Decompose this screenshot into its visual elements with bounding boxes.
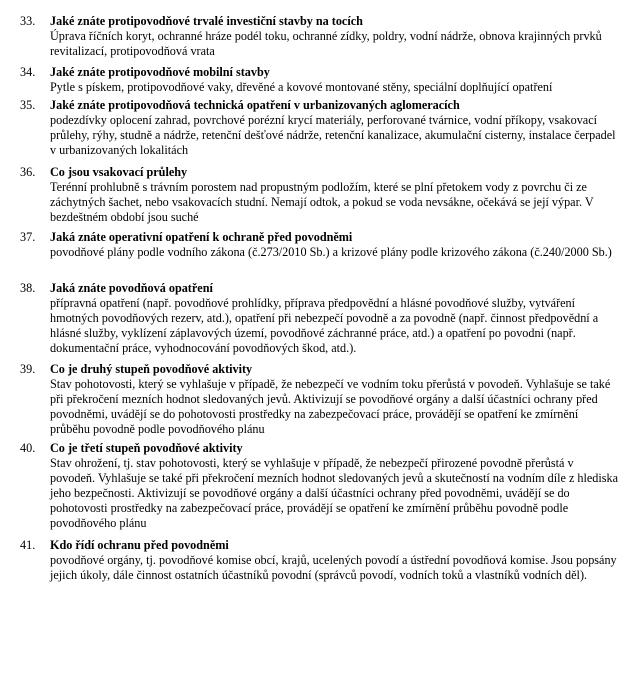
question-number: 37. [20, 230, 36, 244]
question-item-35 [20, 98, 620, 158]
answer-text: Terénní prohlubně s trávním porostem nad propustným podložím, které se plní přetokem vody z povrchu či ze záchytných šachet, nebo vsakovacích studní. Nemají odtok, a pokud se voda nevsákne, očekává se její výpar. V bezdeštném období jsou suché [50, 180, 594, 224]
question-item-41 [20, 538, 620, 583]
question-text: Co je třetí stupeň povodňové aktivity [50, 441, 243, 455]
question-number: 34. [20, 65, 36, 79]
answer-text: Stav pohotovosti, který se vyhlašuje v případě, že nebezpečí ve vodním toku přerůstá v povodeň. Vyhlašuje se také při překročení mezních hodnot sledovaných jevů. Aktivizují se povodňové orgány a další účastníci ochrany před povodněmi, uvádějí se do pohotovosti prostředky na zabezpečovací práce, provádějí se opatření ke zmírnění průběhu povodně podle povodňového plánu [50, 377, 611, 436]
answer-text: povodňové plány podle vodního zákona (č.273/2010 Sb.) a krizové plány podle krizového zákona (č.240/2000 Sb.) [50, 245, 612, 259]
question-number: 36. [20, 165, 36, 179]
question-number: 38. [20, 281, 36, 295]
answer-text: Stav ohrožení, tj. stav pohotovosti, který se vyhlašuje v případě, že nebezpečí přirozené povodně přerůstá v povodeň. Vyhlašuje se také při překročení mezních hodnot sledovaných jevů a skutečností na vodním díle z hlediska jeho bezpečnosti. Aktivizují se povodňové orgány a další účastníci ochrany před povodněmi, uvádějí se do pohotovosti prostředky na zabezpečovací práce, provádějí se opatření ke zmírnění průběhu povodně podle povodňového plánu [50, 456, 619, 530]
question-text: Co jsou vsakovací průlehy [50, 165, 188, 179]
question-number: 40. [20, 441, 36, 455]
question-item-33 [20, 14, 620, 59]
answer-text: přípravná opatření (např. povodňové prohlídky, příprava předpovědní a hlásné povodňové služby, vytváření hmotných povodňových rezerv, atd.), opatření při nebezpečí povodně a za povodně (např. činnost předpovědní a hlásné služby, vyklízení záplavových území, povodňové záchranné práce, atd.) a opatření po povodni (např. dokumentační práce, vyhodnocování povodňových škod, atd.). [50, 296, 599, 355]
answer-text: Úprava říčních koryt, ochranné hráze podél toku, ochranné zídky, poldry, vodní nádrže, obnova krajinných prvků revitalizací, protipovodňová vrata [50, 29, 602, 58]
question-number: 39. [20, 362, 36, 376]
question-text: Co je druhý stupeň povodňové aktivity [50, 362, 253, 376]
answer-text: povodňové orgány, tj. povodňové komise obcí, krajů, ucelených povodí a ústřední povodňová komise. Jsou popsány jejich úkoly, dále činnost ostatních účastníků povodní (správců povodí, vodních toků a vlastníků vodních děl). [50, 553, 617, 582]
answer-text: Pytle s pískem, protipovodňové vaky, dřevěné a kovové montované stěny, speciální doplňující opatření [50, 80, 553, 94]
question-text: Jaká znáte operativní opatření k ochraně před povodněmi [50, 230, 353, 244]
question-text: Kdo řídí ochranu před povodněmi [50, 538, 229, 552]
question-text: Jaké znáte protipovodňová technická opatření v urbanizovaných aglomeracích [50, 98, 460, 112]
question-number: 41. [20, 538, 36, 552]
question-text: Jaké znáte protipovodňové trvalé investiční stavby na tocích [50, 14, 363, 28]
question-text: Jaké znáte protipovodňové mobilní stavby [50, 65, 270, 79]
question-text: Jaká znáte povodňová opatření [50, 281, 213, 295]
question-item-37 [20, 230, 620, 260]
question-item-34 [20, 65, 620, 95]
question-item-40 [20, 441, 620, 531]
question-number: 33. [20, 14, 36, 28]
question-item-38 [20, 281, 620, 356]
question-item-36 [20, 165, 620, 225]
question-item-39 [20, 362, 620, 437]
question-number: 35. [20, 98, 36, 112]
answer-text: podezdívky oplocení zahrad, povrchové porézní krycí materiály, perforované tvárnice, vodní příkopy, vsakovací průlehy, rýhy, studně a nádrže, retenční dešťové nádrže, retenční kanalizace, akumulační cisterny, instalace čerpadel v urbanizovaných lokalitách [50, 113, 616, 157]
